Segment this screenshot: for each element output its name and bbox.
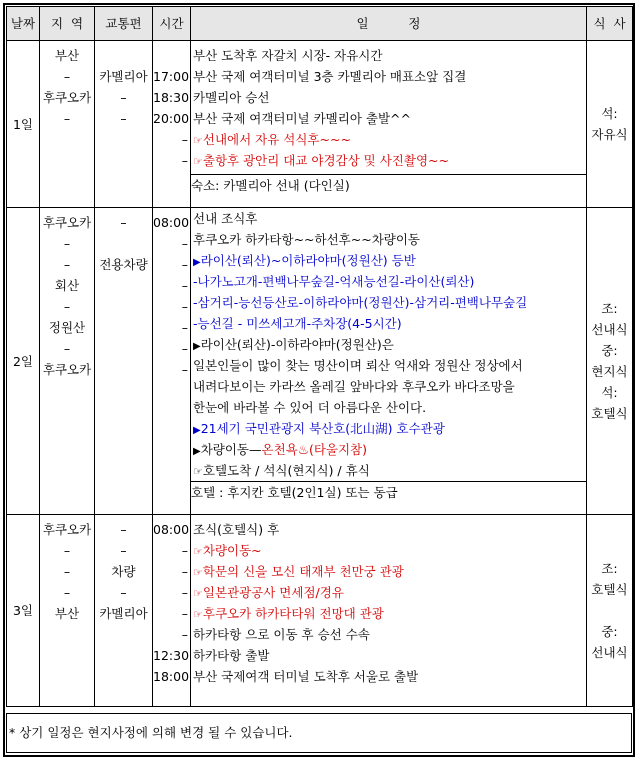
schedule-line: 부산 도착후 자갈치 시장- 자유시간 (193, 48, 383, 63)
meal-item: 중: (601, 624, 618, 639)
schedule-line: ☞학문의 신을 모신 태재부 천만궁 관광 (193, 564, 404, 579)
transport-item: – (120, 585, 127, 600)
meal-item: 석: (601, 385, 618, 400)
region-item: 정원산 (48, 320, 86, 335)
header-time: 시간 (153, 7, 191, 41)
day1-label: 1일 (7, 41, 40, 208)
day1-meals (587, 41, 633, 208)
day2-lodging: 호텔 : 후지칸 호텔(2인1실) 또는 동급 (191, 482, 587, 515)
time-item: 17:00 (153, 69, 190, 84)
header-schedule: 일 정 (191, 7, 587, 41)
schedule-line: 조식(호텔식) 후 (193, 522, 280, 537)
schedule-line: -능선길 - 미쓰세고개-주차장(4-5시간) (193, 316, 402, 331)
time-item: 20:00 (153, 111, 190, 126)
transport-item: 카멜리아 (99, 606, 148, 621)
meal-item: 석: (601, 106, 618, 121)
schedule-line: ▶차량이동—온천욕♨(타울지참) (193, 442, 368, 457)
region-item: 부산 (54, 48, 80, 63)
pointing-hand-icon: ☞ (193, 587, 203, 600)
meal-item (587, 600, 632, 621)
schedule-line: ☞일본관광공사 면세점/경유 (193, 585, 344, 600)
time-item: – (181, 236, 188, 251)
transport-item: 전용차량 (99, 257, 148, 272)
transport-item: – (120, 522, 127, 537)
day2-meals (587, 208, 633, 515)
header-row (7, 7, 633, 41)
schedule-line: ☞호텔도착 / 석식(현지식) / 휴식 (193, 463, 370, 478)
time-item: – (181, 132, 188, 147)
schedule-line: ▶라이산(뢰산)~이하라야마(정원산) 등반 (193, 253, 416, 268)
meal-item: 자유식 (591, 127, 628, 142)
region-item: 후쿠오카 (42, 362, 92, 377)
schedule-line: 하카타항 으로 이동 후 승선 수속 (193, 627, 370, 642)
triangle-bullet-icon: ▶ (193, 341, 201, 352)
region-item: – (63, 69, 71, 84)
triangle-bullet-icon: ▶ (193, 257, 201, 268)
day2-region (40, 208, 95, 515)
schedule-line: 내려다보이는 카라쓰 올레길 앞바다와 후쿠오카 바다조망을 (193, 379, 515, 394)
day3-schedule (191, 515, 587, 707)
day3-meals (587, 515, 633, 707)
meal-item: 조: (601, 301, 618, 316)
transport-item (95, 45, 152, 66)
pointing-hand-icon: ☞ (193, 134, 203, 147)
region-item: 후쿠오카 (42, 90, 92, 105)
day3-label: 3일 (7, 515, 40, 707)
time-item: 18:00 (153, 669, 190, 684)
pointing-hand-icon: ☞ (193, 155, 203, 168)
schedule-line: 후쿠오카 하카타항~~하선후~~차량이동 (193, 232, 420, 247)
day1-region (40, 41, 95, 208)
schedule-line: -삼거리-능선등산로-이하라야마(정원산)-삼거리-편백나무숲길 (193, 295, 528, 310)
time-item: – (181, 153, 188, 168)
schedule-line: 카멜리아 승선 (193, 90, 270, 105)
transport-item: – (120, 543, 127, 558)
pointing-hand-icon: ☞ (193, 465, 203, 478)
day1-schedule (191, 41, 587, 175)
region-item: – (63, 564, 71, 579)
schedule-line: 부산 국제 여객터미널 카멜리아 출발^^ (193, 111, 411, 126)
pointing-hand-icon: ☞ (193, 566, 203, 579)
time-item: – (181, 320, 188, 335)
day1-transport (95, 41, 153, 208)
time-item: – (181, 585, 188, 600)
schedule-line: ☞출항후 광안리 대교 야경감상 및 사진촬영~~ (193, 153, 449, 168)
header-transport: 교통편 (95, 7, 153, 41)
transport-item (95, 233, 152, 254)
time-item: – (181, 299, 188, 314)
day3-main-row (7, 515, 633, 707)
schedule-line: 일본인들이 많이 찾는 명산이며 뢰산 억새와 정원산 정상에서 (193, 358, 523, 373)
time-item: – (181, 278, 188, 293)
time-item: – (181, 627, 188, 642)
time-item: – (181, 257, 188, 272)
triangle-bullet-icon: ▶ (193, 425, 201, 436)
day1-times (153, 41, 191, 208)
time-item (153, 45, 190, 66)
meal-item: 호텔식 (591, 406, 628, 421)
day3-transport (95, 515, 153, 707)
meal-item: 현지식 (591, 364, 628, 379)
transport-item: – (120, 215, 127, 230)
day2-times (153, 208, 191, 515)
day1-main-row (7, 41, 633, 175)
day3-times (153, 515, 191, 707)
schedule-line: ▶라이산(뢰산)-이하라야마(정원산)은 (193, 337, 394, 352)
triangle-bullet-icon: ▶ (193, 446, 201, 457)
region-item: 후쿠오카 (42, 522, 92, 537)
transport-item: 차량 (111, 564, 136, 579)
header-region: 지 역 (40, 7, 95, 41)
region-item: – (63, 257, 71, 272)
footnote: * 상기 일정은 현지사정에 의해 변경 될 수 있습니다. (6, 713, 632, 753)
region-item: 회산 (54, 278, 80, 293)
region-item: – (63, 111, 71, 126)
time-item: 18:30 (153, 90, 190, 105)
schedule-line: 하카타항 출발 (193, 648, 270, 663)
time-item: 12:30 (153, 648, 190, 663)
meal-item: 호텔식 (591, 582, 628, 597)
time-item: – (181, 564, 188, 579)
schedule-line: ☞선내에서 자유 석식후~~~ (193, 132, 351, 147)
day2-schedule (191, 208, 587, 482)
pointing-hand-icon: ☞ (193, 545, 203, 558)
day2-transport (95, 208, 153, 515)
schedule-line: 부산 국제여객 터미널 도착후 서울로 출발 (193, 669, 419, 684)
day2-label: 2일 (7, 208, 40, 515)
time-item: 08:00 (153, 522, 190, 537)
header-meal: 식 사 (587, 7, 633, 41)
schedule-line: ☞후쿠오카 하카타타워 전망대 관광 (193, 606, 384, 621)
meal-item: 조: (601, 561, 618, 576)
time-item: – (181, 606, 188, 621)
transport-item: – (120, 111, 127, 126)
time-item: – (181, 543, 188, 558)
meal-item: 중: (601, 343, 618, 358)
header-day: 날짜 (7, 7, 40, 41)
transport-item: – (120, 90, 127, 105)
region-item: – (63, 299, 71, 314)
region-item: – (63, 543, 71, 558)
schedule-line: 부산 국제 여객터미널 3층 카멜리아 매표소앞 집결 (193, 69, 467, 84)
schedule-line: 선내 조식후 (193, 211, 258, 226)
day3-region (40, 515, 95, 707)
region-item: 후쿠오카 (42, 215, 92, 230)
time-item: 08:00 (153, 215, 190, 230)
time-item: – (181, 341, 188, 356)
pointing-hand-icon: ☞ (193, 608, 203, 621)
time-item: – (181, 362, 188, 377)
schedule-line: ▶21세기 국민관광지 북산호(北山湖) 호수관광 (193, 421, 445, 436)
region-item: – (63, 236, 71, 251)
schedule-line: -나가노고개-편백나무숲길-억새능선길-라이산(뢰산) (193, 274, 475, 289)
transport-item: 카멜리아 (99, 69, 148, 84)
day1-lodging: 숙소: 카멜리아 선내 (다인실) (191, 175, 587, 208)
region-item: 부산 (54, 606, 80, 621)
schedule-line: ☞차량이동~ (193, 543, 262, 558)
meal-item: 선내식 (591, 322, 628, 337)
region-item: – (63, 585, 71, 600)
meal-item: 선내식 (591, 645, 628, 660)
itinerary-table (6, 6, 633, 707)
schedule-line: 한눈에 바라볼 수 있어 더 아름다운 산이다. (193, 400, 427, 415)
day2-main-row (7, 208, 633, 482)
region-item: – (63, 341, 71, 356)
